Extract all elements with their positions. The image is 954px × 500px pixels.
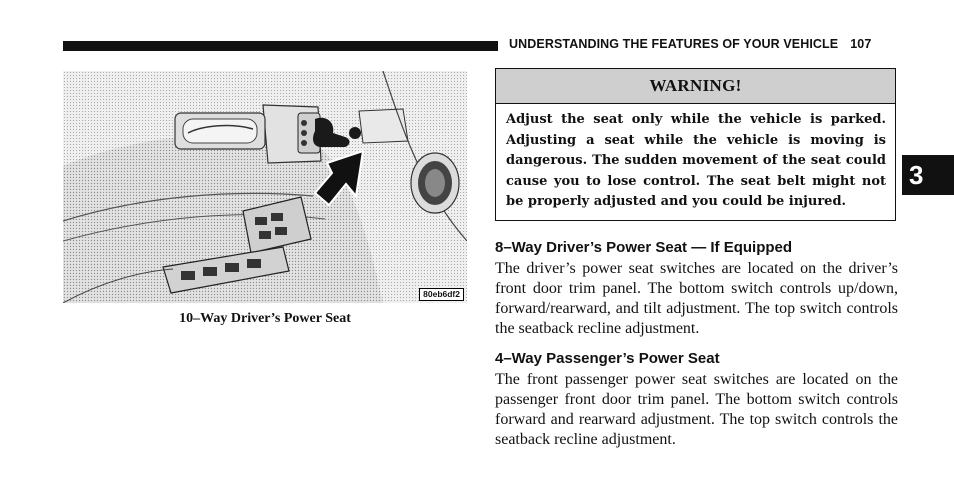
warning-box (495, 68, 896, 221)
running-header (509, 37, 871, 51)
section-title: 8–Way Driver’s Power Seat — If Equipped (495, 239, 793, 256)
figure-tag: 80eb6df2 (419, 288, 464, 301)
section-title: 4–Way Passenger’s Power Seat (495, 350, 720, 367)
warning-title: WARNING! (496, 69, 895, 104)
chapter-tab: 3 (902, 155, 954, 195)
page-number: 107 (850, 37, 872, 51)
figure-caption: 10–Way Driver’s Power Seat (179, 311, 351, 326)
door-panel-illustration (63, 71, 467, 303)
section-passenger-seat (495, 350, 898, 450)
header-section-title: UNDERSTANDING THE FEATURES OF YOUR VEHICLE (509, 37, 839, 51)
header-rule (63, 41, 498, 51)
section-body: The front passenger power seat switches are located on the passenger front door trim panel. The bottom switch controls forward and rearward adjustment. The top switch controls the seatback recline adjustment. (495, 371, 898, 448)
warning-text: Adjust the seat only while the vehicle is parked. Adjusting a seat while the vehicle is moving is dangerous. The sudden movement of the seat could cause you to lose control. The seat belt might not be properly adjusted and you could be injured. (506, 112, 886, 209)
door-panel-drawing (63, 71, 467, 303)
section-driver-seat (495, 239, 898, 339)
section-body: The driver’s power seat switches are located on the driver’s front door trim panel. The bottom switch controls up/down, forward/rearward, and tilt adjustment. The top switch controls the seatback recline adjustment. (495, 260, 898, 337)
